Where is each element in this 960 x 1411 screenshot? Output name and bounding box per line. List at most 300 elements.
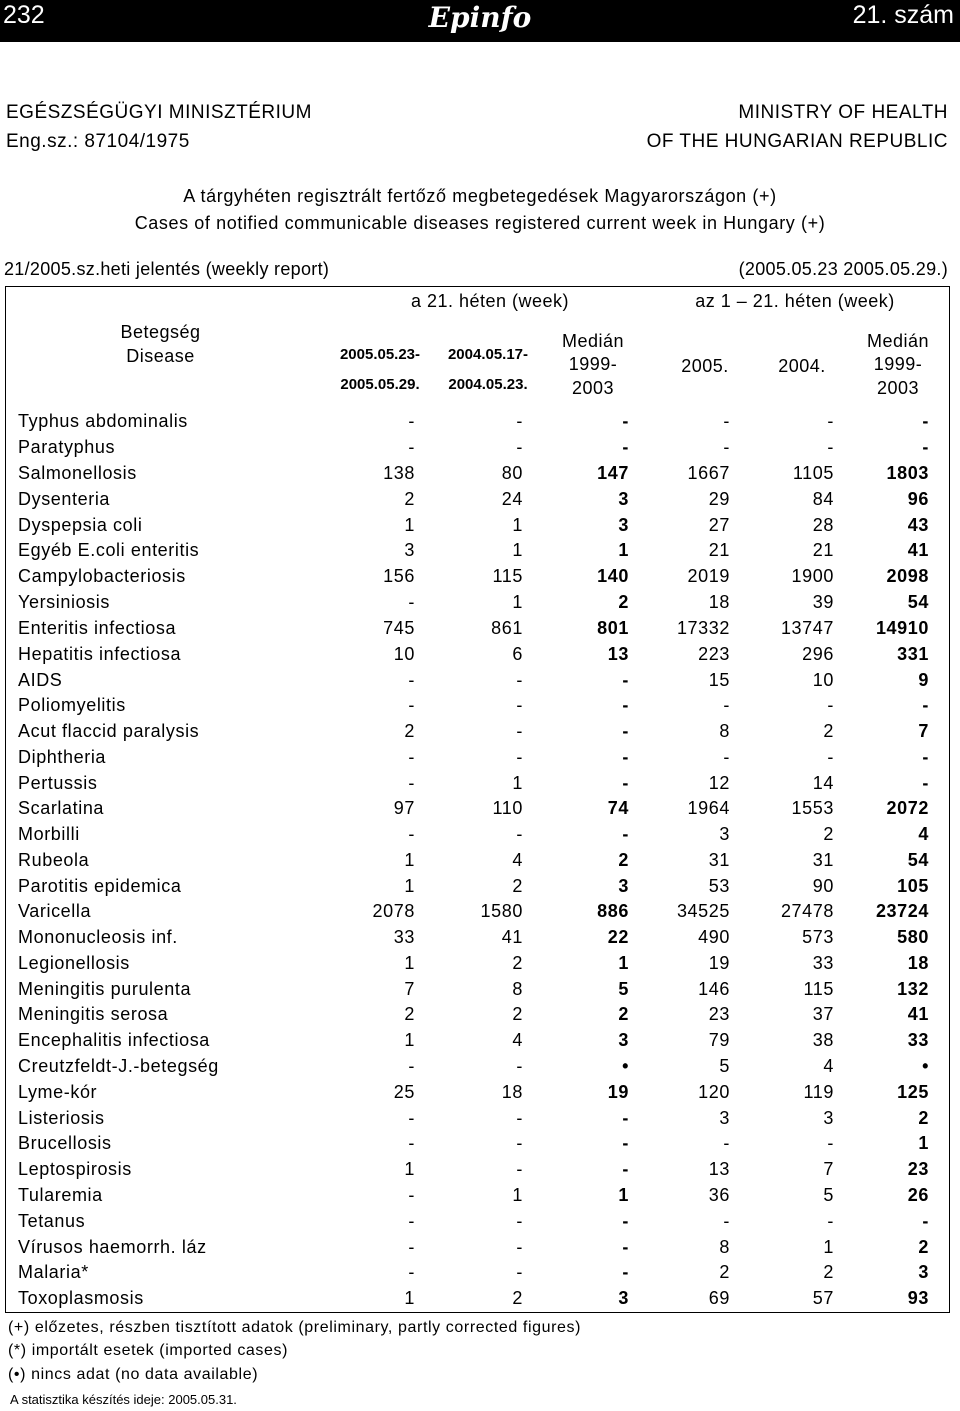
cell-cum-median: 580 [897,927,929,947]
cell-week-2004: - [516,437,523,457]
disease-header-hu: Betegség [120,322,201,342]
cell-cum-2005: 15 [708,670,730,690]
cell-cum-median: • [922,1056,929,1076]
cell-week-2004: 4 [512,1030,523,1050]
cell-cum-2004: 10 [812,670,834,690]
cell-week-2004: 115 [492,566,523,586]
cell-week-median: - [622,824,629,844]
table-row [0,901,960,927]
cell-cum-2004: 1 [823,1237,834,1257]
cell-cum-median: - [922,437,929,457]
table-row [0,1133,960,1159]
cell-week-2004: - [516,1133,523,1153]
cell-cum-2005: - [723,1133,730,1153]
cell-cum-2005: 23 [708,1004,730,1024]
cell-week-2004: 861 [491,618,523,638]
cell-week-2005: 2 [404,1004,415,1024]
cell-week-2004: 1580 [480,901,523,921]
cell-week-median: 3 [618,876,629,896]
cell-cum-2005: 18 [708,592,730,612]
cell-week-2005: - [408,773,415,793]
cell-week-median: 886 [597,901,629,921]
cell-week-median: 3 [618,1030,629,1050]
cell-cum-2004: 119 [803,1082,834,1102]
disease-name: Diphtheria [18,747,107,767]
cell-cum-2004: 90 [812,876,834,896]
cell-cum-median: 7 [918,721,929,741]
cell-week-median: 2 [618,592,629,612]
table-row [0,618,960,644]
table-row [0,927,960,953]
col-cumulative-2005: 2005. [681,356,729,376]
cell-cum-2004: 2 [823,1262,834,1282]
cell-week-2004: - [516,1108,523,1128]
disease-name: Pertussis [18,773,98,793]
footnote-imported: (*) importált esetek (imported cases) [8,1342,289,1359]
cell-week-median: 3 [618,489,629,509]
ministry-name-en: MINISTRY OF HEALTH [738,102,948,123]
cell-cum-2005: 12 [708,773,730,793]
cell-cum-median: - [922,1211,929,1231]
cell-week-2005: - [408,1211,415,1231]
cell-week-2004: 1 [512,773,523,793]
cell-cum-2004: 57 [812,1288,834,1308]
cell-cum-2005: 31 [708,850,730,870]
cell-week-median: - [622,670,629,690]
disease-name: Salmonellosis [18,463,137,483]
cell-week-median: 3 [618,1288,629,1308]
cell-cum-2004: - [827,411,834,431]
report-period: (2005.05.23 2005.05.29.) [738,259,948,279]
cell-week-2005: - [408,670,415,690]
cell-week-median: 1 [618,540,629,560]
cell-cum-2005: 17332 [676,618,730,638]
cell-week-2004: 18 [501,1082,523,1102]
cell-cum-2005: 29 [708,489,730,509]
table-row [0,798,960,824]
cell-week-2005: 1 [404,876,415,896]
disease-name: Scarlatina [18,798,105,818]
disease-name: AIDS [18,670,63,690]
cell-week-median: - [622,695,629,715]
cell-cum-median: 2 [918,1237,929,1257]
cell-cum-2004: 14 [812,773,834,793]
table-row [0,1211,960,1237]
cell-week-median: • [622,1056,629,1076]
cell-cum-2005: 8 [719,1237,730,1257]
cell-cum-median: 23724 [875,901,929,921]
disease-name: Morbilli [18,824,80,844]
table-row [0,1237,960,1263]
cell-cum-median: 1 [918,1133,929,1153]
cell-week-median: - [622,773,629,793]
cell-cum-2005: 34525 [676,901,730,921]
cell-cum-median: 125 [897,1082,929,1102]
disease-name: Tularemia [18,1185,103,1205]
disease-name: Enteritis infectiosa [18,618,177,638]
col-week-median-line3: 2003 [571,378,615,398]
table-row [0,644,960,670]
cell-cum-2005: 27 [708,515,730,535]
issue-number: 21. szám [852,1,954,29]
cell-week-2004: - [516,1211,523,1231]
cell-week-2005: 156 [383,566,415,586]
cell-week-median: - [622,1262,629,1282]
cell-cum-2004: - [827,695,834,715]
cell-week-2005: - [408,437,415,457]
cell-week-2004: - [516,1159,523,1179]
cell-cum-2005: 19 [708,953,730,973]
cell-cum-2004: 573 [802,927,834,947]
col-current-week-2004-line2: 2004.05.23. [448,376,528,393]
cell-week-2004: 1 [512,1185,523,1205]
table-row [0,1082,960,1108]
cell-week-median: - [622,1159,629,1179]
disease-name: Egyéb E.coli enteritis [18,540,200,560]
cell-week-2004: 41 [501,927,523,947]
cell-week-2004: 2 [512,1004,523,1024]
col-cumulative-2004: 2004. [778,356,826,376]
cell-cum-2004: - [827,1133,834,1153]
disease-name: Meningitis serosa [18,1004,169,1024]
cell-week-2004: 1 [512,592,523,612]
disease-name: Poliomyelitis [18,695,126,715]
table-row [0,1185,960,1211]
cell-week-2005: 745 [383,618,415,638]
table-row [0,1288,960,1314]
cell-week-2005: 2078 [372,901,415,921]
disease-name: Typhus abdominalis [18,411,188,431]
table-row [0,1004,960,1030]
table-row [0,1030,960,1056]
cell-cum-2005: - [723,1211,730,1231]
cell-cum-median: 2 [918,1108,929,1128]
disease-name: Dysenteria [18,489,111,509]
table-row [0,1056,960,1082]
cell-week-median: - [622,411,629,431]
disease-name: Vírusos haemorrh. láz [18,1237,207,1257]
cell-cum-2005: 146 [698,979,730,999]
cell-week-median: 801 [597,618,629,638]
cell-cum-2005: 3 [719,1108,730,1128]
cell-cum-2004: 1553 [791,798,834,818]
table-row [0,540,960,566]
cumulative-group-header: az 1 – 21. héten (week) [695,291,895,311]
table-row [0,1159,960,1185]
footnote-preliminary: (+) előzetes, részben tisztított adatok (preliminary, partly corrected figures) [8,1319,582,1336]
cell-cum-median: - [922,695,929,715]
disease-name: Paratyphus [18,437,116,457]
cell-week-median: 13 [607,644,629,664]
disease-name: Legionellosis [18,953,130,973]
cell-week-median: - [622,747,629,767]
cell-cum-2005: 5 [719,1056,730,1076]
cell-week-2005: 1 [404,1288,415,1308]
cell-cum-2005: 53 [708,876,730,896]
cell-week-2005: - [408,824,415,844]
cell-cum-2004: - [827,1211,834,1231]
report-label: 21/2005.sz.heti jelentés (weekly report) [4,259,330,279]
cell-cum-2004: 37 [812,1004,834,1024]
cell-week-2005: - [408,1133,415,1153]
col-week-median-line1: Medián [561,331,625,351]
table-row [0,592,960,618]
cell-week-2005: 33 [393,927,415,947]
cell-week-2005: - [408,1262,415,1282]
cell-cum-median: 18 [907,953,929,973]
cell-week-2005: - [408,411,415,431]
cell-cum-median: 33 [907,1030,929,1050]
cell-cum-2004: - [827,437,834,457]
cell-cum-2005: 79 [708,1030,730,1050]
cell-cum-2005: 1667 [687,463,730,483]
disease-name: Toxoplasmosis [18,1288,144,1308]
cell-cum-2005: 2 [719,1262,730,1282]
cell-cum-2005: 21 [708,540,730,560]
cell-cum-median: 14910 [875,618,929,638]
registration-number: Eng.sz.: 87104/1975 [6,131,190,152]
cell-week-2004: - [516,670,523,690]
cell-cum-median: 96 [907,489,929,509]
table-title-hu: A tárgyhéten regisztrált fertőző megbetegedések Magyarországon (+) [183,186,777,206]
cell-cum-2005: 120 [698,1082,730,1102]
cell-cum-2004: 2 [823,721,834,741]
cell-week-2004: - [516,1056,523,1076]
cell-week-2004: 8 [512,979,523,999]
cell-cum-2004: - [827,747,834,767]
cell-cum-2004: 1900 [791,566,834,586]
cell-cum-2005: 13 [708,1159,730,1179]
cell-week-2005: - [408,1237,415,1257]
cell-cum-2004: 13747 [780,618,834,638]
cell-cum-2004: 296 [802,644,834,664]
cell-cum-2004: 4 [823,1056,834,1076]
cell-cum-2004: 28 [812,515,834,535]
cell-week-2004: 2 [512,953,523,973]
cell-cum-2004: 3 [823,1108,834,1128]
cell-cum-median: 331 [897,644,929,664]
cell-week-2004: 6 [512,644,523,664]
cell-week-2004: 4 [512,850,523,870]
col-cumulative-median-line2: 1999- [873,354,923,374]
cell-cum-2004: 27478 [780,901,834,921]
table-row [0,1108,960,1134]
cell-cum-median: 43 [907,515,929,535]
disease-name: Yersiniosis [18,592,110,612]
disease-name: Meningitis purulenta [18,979,192,999]
cell-week-2004: - [516,411,523,431]
table-row [0,773,960,799]
disease-name: Acut flaccid paralysis [18,721,200,741]
cell-week-median: - [622,1108,629,1128]
cell-week-2004: 2 [512,1288,523,1308]
cell-week-2005: 7 [404,979,415,999]
page-number: 232 [3,1,45,29]
cell-week-median: 3 [618,515,629,535]
cell-cum-2004: 84 [812,489,834,509]
cell-cum-median: 54 [907,850,929,870]
disease-name: Parotitis epidemica [18,876,182,896]
cell-week-2005: - [408,1108,415,1128]
cell-week-2004: - [516,747,523,767]
cell-week-median: - [622,1211,629,1231]
cell-week-2005: 97 [393,798,415,818]
cell-week-2004: - [516,1262,523,1282]
cell-week-2004: 24 [501,489,523,509]
col-current-week-2004-line1: 2004.05.17- [447,346,529,363]
cell-cum-median: 26 [907,1185,929,1205]
cell-cum-2005: 3 [719,824,730,844]
cell-cum-median: 41 [907,1004,929,1024]
disease-name: Creutzfeldt-J.-betegség [18,1056,219,1076]
cell-cum-2004: 38 [812,1030,834,1050]
cell-cum-2005: 36 [708,1185,730,1205]
disease-name: Listeriosis [18,1108,105,1128]
cell-week-2005: - [408,747,415,767]
cell-cum-2005: - [723,695,730,715]
disease-name: Tetanus [18,1211,86,1231]
cell-cum-2004: 115 [803,979,834,999]
cell-week-2004: 80 [501,463,523,483]
cell-cum-2005: 8 [719,721,730,741]
cell-week-2005: 1 [404,953,415,973]
cell-cum-median: 105 [897,876,929,896]
cell-cum-median: 9 [918,670,929,690]
ministry-name-hu: EGÉSZSÉGÜGYI MINISZTÉRIUM [6,102,312,123]
statistics-date-note: A statisztika készítés ideje: 2005.05.31. [10,1392,237,1407]
table-row [0,670,960,696]
footnote-no-data: (•) nincs adat (no data available) [8,1366,259,1383]
disease-name: Mononucleosis inf. [18,927,178,947]
cell-week-2004: 2 [512,876,523,896]
cell-cum-2004: 1105 [792,463,834,483]
cell-week-median: - [622,721,629,741]
cell-cum-median: 2098 [886,566,929,586]
disease-name: Lyme-kór [18,1082,98,1102]
cell-week-median: 140 [597,566,629,586]
col-current-week-2005-line2: 2005.05.29. [340,376,420,393]
table-row [0,566,960,592]
table-title-en: Cases of notified communicable diseases registered current week in Hungary (+) [134,213,826,233]
cell-cum-2004: 39 [812,592,834,612]
cell-cum-2005: 1964 [687,798,730,818]
cell-cum-2004: 7 [823,1159,834,1179]
cell-week-2005: - [408,592,415,612]
cell-week-2004: 1 [512,540,523,560]
col-current-week-2005-line1: 2005.05.23- [339,346,421,363]
cell-cum-2004: 33 [812,953,834,973]
disease-name: Leptospirosis [18,1159,132,1179]
cell-week-2004: - [516,721,523,741]
cell-cum-median: 2072 [886,798,929,818]
cell-cum-median: 4 [918,824,929,844]
cell-week-2005: 1 [404,515,415,535]
disease-name: Dyspepsia coli [18,515,143,535]
ministry-country-en: OF THE HUNGARIAN REPUBLIC [646,131,948,152]
cell-week-2005: - [408,695,415,715]
cell-week-2005: 138 [383,463,415,483]
cell-cum-2004: 31 [812,850,834,870]
table-row [0,979,960,1005]
cell-week-median: 2 [618,850,629,870]
table-row [0,876,960,902]
cell-week-2004: 110 [492,798,523,818]
cell-cum-2005: - [723,411,730,431]
col-week-median-line2: 1999- [568,354,618,374]
cell-week-median: 5 [618,979,629,999]
cell-week-median: 147 [597,463,629,483]
cell-week-2004: - [516,1237,523,1257]
cell-cum-2005: - [723,437,730,457]
cell-week-median: 2 [618,1004,629,1024]
table-row [0,695,960,721]
disease-name: Brucellosis [18,1133,112,1153]
table-row [0,953,960,979]
page-header-bar [0,0,960,42]
disease-header-en: Disease [126,346,195,366]
cell-week-2005: 1 [404,850,415,870]
cell-cum-2005: 223 [698,644,730,664]
cell-cum-median: 54 [907,592,929,612]
cell-cum-2005: - [723,747,730,767]
cell-cum-2005: 490 [698,927,730,947]
table-row [0,850,960,876]
disease-name: Malaria* [18,1262,89,1282]
cell-week-2004: - [516,695,523,715]
col-cumulative-median-line3: 2003 [876,378,920,398]
cell-cum-median: 23 [907,1159,929,1179]
cell-cum-2005: 2019 [687,566,730,586]
cell-cum-2004: 21 [812,540,834,560]
disease-name: Campylobacteriosis [18,566,186,586]
cell-week-2005: 3 [404,540,415,560]
cell-week-2005: 1 [404,1159,415,1179]
cell-cum-median: - [922,747,929,767]
table-row [0,824,960,850]
cell-cum-median: - [922,411,929,431]
cell-week-median: 19 [607,1082,629,1102]
col-cumulative-median-line1: Medián [866,331,930,351]
cell-week-median: - [622,1133,629,1153]
table-row [0,411,960,437]
cell-week-2004: - [516,824,523,844]
table-row [0,1262,960,1288]
cell-cum-median: 1803 [886,463,929,483]
cell-week-2005: - [408,1056,415,1076]
cell-cum-2005: 69 [708,1288,730,1308]
cell-week-median: 1 [618,1185,629,1205]
table-row [0,489,960,515]
table-row [0,437,960,463]
table-row [0,463,960,489]
table-row [0,721,960,747]
cell-cum-median: 132 [897,979,929,999]
epinfo-logo: Epinfo [428,1,532,34]
cell-week-2005: 10 [393,644,415,664]
cell-week-2005: 2 [404,721,415,741]
disease-name: Encephalitis infectiosa [18,1030,210,1050]
cell-week-2005: 1 [404,1030,415,1050]
disease-name: Hepatitis infectiosa [18,644,182,664]
cell-week-2005: 25 [393,1082,415,1102]
disease-name: Rubeola [18,850,90,870]
table-row [0,515,960,541]
cell-week-2005: 2 [404,489,415,509]
cell-week-median: 22 [607,927,629,947]
cell-week-median: - [622,1237,629,1257]
cell-cum-median: 3 [918,1262,929,1282]
cell-cum-2004: 5 [823,1185,834,1205]
